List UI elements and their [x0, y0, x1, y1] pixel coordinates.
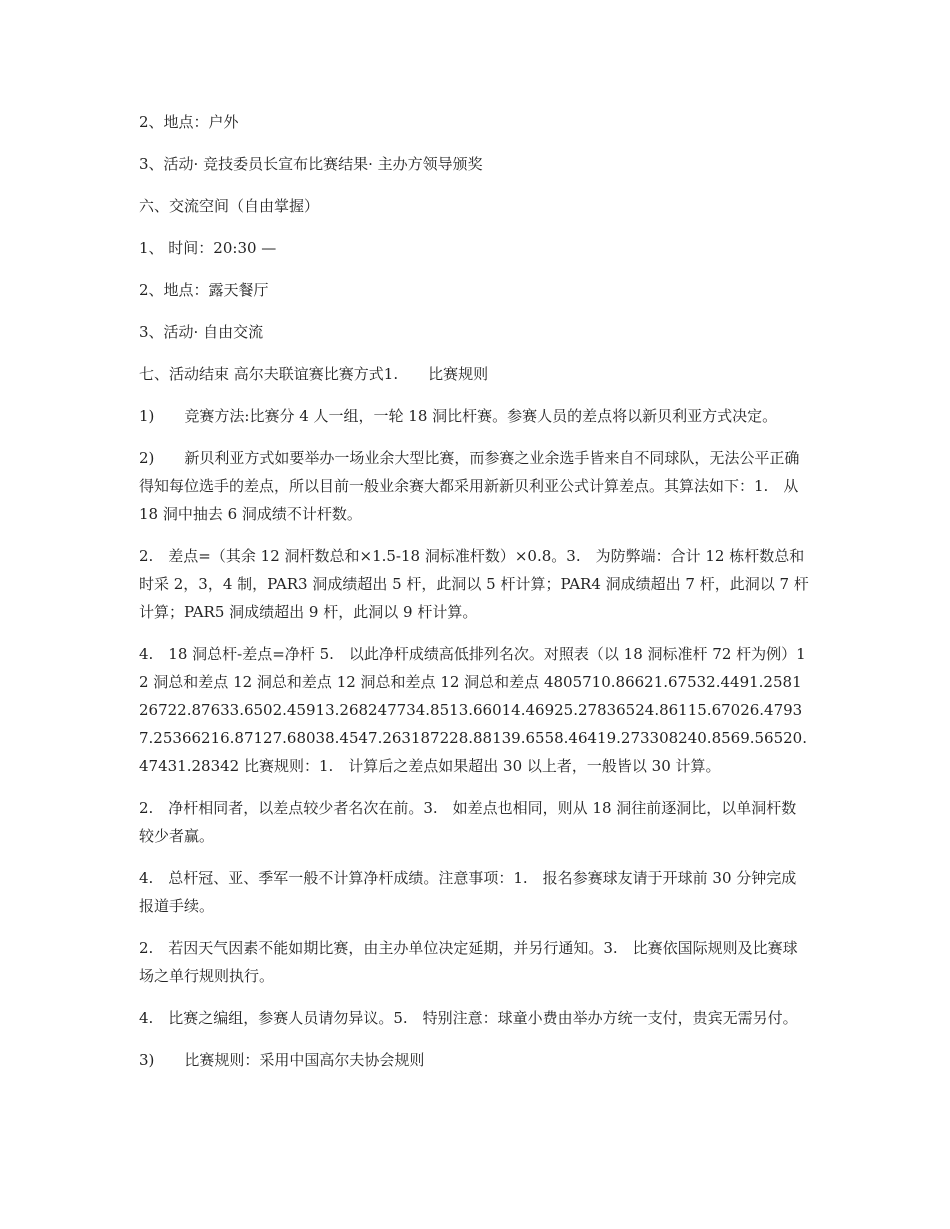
paragraph: 2. 净杆相同者，以差点较少者名次在前。3. 如差点也相同，则从 18 洞往前逐洞比，以单洞杆数较少者赢。 — [139, 799, 797, 845]
document-body — [139, 108, 811, 1088]
paragraph: 2) 新贝利亚方式如要举办一场业余大型比赛，而参赛之业余选手皆来自不同球队，无法公平正确得知每位选手的差点，所以目前一般业余赛大都采用新新贝利亚公式计算差点。其算法如下：1. 从 18 洞中抽去 6 洞成绩不计杆数。 — [139, 449, 800, 523]
paragraph: 2. 差点=（其余 12 洞杆数总和×1.5-18 洞标准杆数）×0.8。3. 为防弊端：合计 12 栋杆数总和时采 2，3，4 制，PAR3 洞成绩超出 5 杆，此洞以 5 杆计算；PAR4 洞成绩超出 7 杆，此洞以 7 杆计算；PAR5 洞成绩超出 9 杆，此洞以 9 杆计算。 — [139, 547, 809, 621]
paragraph: 3、活动· 自由交流 — [139, 323, 264, 341]
section-heading: 六、交流空间（自由掌握） — [139, 197, 320, 215]
paragraph: 3) 比赛规则：采用中国高尔夫协会规则 — [139, 1051, 425, 1069]
paragraph: 2、地点：户外 — [139, 113, 239, 131]
paragraph: 4. 总杆冠、亚、季军一般不计算净杆成绩。注意事项：1. 报名参赛球友请于开球前 30 分钟完成报道手续。 — [139, 869, 797, 915]
paragraph: 3、活动· 竞技委员长宣布比赛结果· 主办方领导颁奖 — [139, 155, 483, 173]
paragraph: 1) 竞赛方法:比赛分 4 人一组，一轮 18 洞比杆赛。参赛人员的差点将以新贝利亚方式决定。 — [139, 407, 778, 425]
paragraph: 2. 若因天气因素不能如期比赛，由主办单位决定延期，并另行通知。3. 比赛依国际规则及比赛球场之单行规则执行。 — [139, 939, 798, 985]
paragraph: 1、 时间：20:30 — — [139, 239, 277, 257]
paragraph: 4. 18 洞总杆-差点=净杆 5. 以此净杆成绩高低排列名次。对照表（以 18 洞标准杆 72 杆为例）12 洞总和差点 12 洞总和差点 12 洞总和差点 12 洞总和差点 4805710.86621.67532.4491.258126722.87633.6502.45913.268247734.8513.66014.46925.27836524.86115.67026.47937.25366216.87127.68038.4547.263187228.88139.6558.46419.273308240.8569.56520.47431.28342 比赛规则：1. 计算后之差点如果超出 30 以上者，一般皆以 30 计算。 — [139, 645, 807, 775]
paragraph: 2、地点：露天餐厅 — [139, 281, 269, 299]
paragraph: 4. 比赛之编组，参赛人员请勿异议。5. 特别注意：球童小费由举办方统一支付，贵宾无需另付。 — [139, 1009, 798, 1027]
section-heading: 七、活动结束 高尔夫联谊赛比赛方式1. 比赛规则 — [139, 365, 489, 383]
